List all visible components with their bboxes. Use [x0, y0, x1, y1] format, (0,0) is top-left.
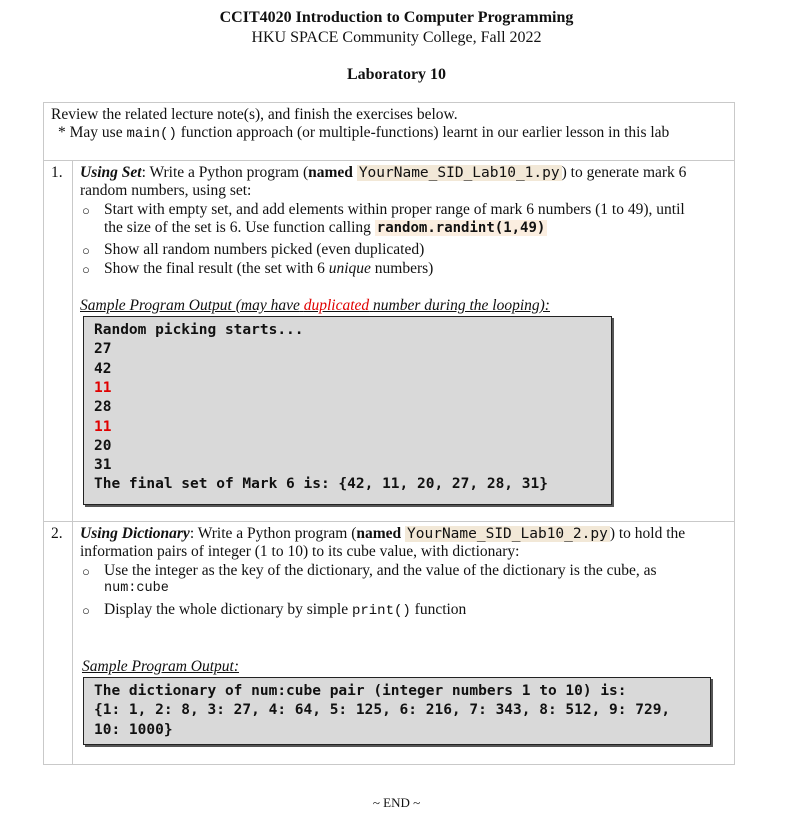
q2-sample-label: Sample Program Output: — [82, 658, 239, 675]
q1-intro-a: : Write a Python program ( — [141, 164, 309, 181]
number-column-divider — [72, 161, 73, 521]
q2-filename: YourName_SID_Lab10_2.py — [407, 526, 608, 542]
q2-print-code: print() — [351, 603, 411, 619]
q1-sample-label — [80, 297, 550, 315]
q2-intro-c: information pairs of integer (1 to 10) to its cube value, with dictionary: — [80, 543, 520, 560]
q1-intro-c: random numbers, using set: — [80, 182, 252, 199]
question-1-number: 1. — [51, 164, 63, 181]
q2-num-cube-code: num:cube — [104, 581, 169, 596]
question-2-number: 2. — [51, 525, 63, 542]
q1-named: named — [308, 164, 353, 181]
q1-intro-b: ) to generate mark 6 — [561, 164, 687, 181]
question-2-heading: Using Dictionary — [80, 525, 190, 542]
q2-named: named — [356, 525, 402, 542]
q1-bullet-2: Show all random numbers picked (even duplicated) — [104, 241, 425, 258]
lab-title: Laboratory 10 — [346, 66, 447, 83]
question-1-heading: Using Set — [80, 164, 142, 181]
q1-console-output — [83, 316, 612, 505]
intro-suffix: function approach (or multiple-functions) learnt in our earlier lesson in this lab — [180, 124, 670, 141]
q1-sample-b: number during the looping): — [373, 297, 550, 314]
q2-console-line: 10: 1000} — [94, 721, 173, 738]
intro-line-2 — [58, 124, 669, 143]
college-subtitle: HKU SPACE Community College, Fall 2022 — [251, 29, 542, 46]
bullet-icon: ○ — [82, 262, 90, 277]
q1-filename: YourName_SID_Lab10_1.py — [358, 165, 560, 181]
bullet-icon: ○ — [82, 564, 90, 579]
q2-console-output — [83, 677, 711, 745]
q1-console-line: 20 — [94, 437, 112, 454]
end-marker: ~ END ~ — [372, 795, 421, 810]
question-1-intro — [80, 164, 686, 182]
q1-bullet-3b: numbers) — [374, 260, 434, 277]
intro-box — [43, 102, 735, 161]
q2-console-line: {1: 1, 2: 8, 3: 27, 4: 64, 5: 125, 6: 216, 7: 343, 8: 512, 9: 729, — [94, 702, 671, 719]
q1-randint-code: random.randint(1,49) — [376, 220, 546, 236]
bullet-icon: ○ — [82, 203, 90, 218]
q1-console-line: 42 — [94, 360, 112, 377]
q1-sample-a: Sample Program Output (may have — [80, 297, 300, 314]
q1-console-line: 11 — [94, 418, 112, 435]
intro-main-code: main() — [126, 126, 177, 142]
q2-console-line: The dictionary of num:cube pair (integer numbers 1 to 10) is: — [94, 683, 627, 699]
q1-console-line: 31 — [94, 457, 112, 474]
course-title: CCIT4020 Introduction to Computer Programming — [219, 9, 574, 26]
q1-sample-red: duplicated — [303, 297, 370, 314]
q1-console-line: 27 — [94, 341, 112, 358]
q1-bullet-1b-text: the size of the set is 6. Use function calling — [104, 219, 371, 236]
q2-bullet-2b: function — [414, 601, 467, 618]
q2-bullet-2 — [104, 601, 466, 620]
q1-bullet-1a: Start with empty set, and add elements within proper range of mark 6 numbers (1 to 49), until — [104, 201, 685, 218]
q2-bullet-2a: Display the whole dictionary by simple — [104, 601, 349, 618]
question-2-box — [43, 521, 735, 765]
question-1-box — [43, 160, 735, 522]
q1-console-line: The final set of Mark 6 is: {42, 11, 20, 27, 28, 31} — [94, 476, 548, 493]
q1-console-line: Random picking starts... — [94, 322, 304, 338]
intro-prefix: * May use — [58, 124, 123, 141]
number-column-divider — [72, 522, 73, 764]
q2-intro-b: ) to hold the — [609, 525, 686, 542]
q2-intro-a: : Write a Python program ( — [189, 525, 357, 542]
q1-bullet-3 — [104, 260, 433, 278]
bullet-icon: ○ — [82, 243, 90, 258]
q1-unique: unique — [328, 260, 371, 277]
q1-bullet-1b — [104, 219, 547, 237]
intro-line-1: Review the related lecture note(s), and finish the exercises below. — [51, 106, 458, 123]
q1-bullet-3a: Show the final result (the set with 6 — [104, 260, 325, 277]
q1-console-line: 11 — [94, 379, 112, 396]
q2-bullet-1a: Use the integer as the key of the dictionary, and the value of the dictionary is the cube, as — [104, 562, 657, 579]
q1-console-line: 28 — [94, 399, 112, 416]
question-2-intro — [80, 525, 685, 543]
bullet-icon: ○ — [82, 603, 90, 618]
